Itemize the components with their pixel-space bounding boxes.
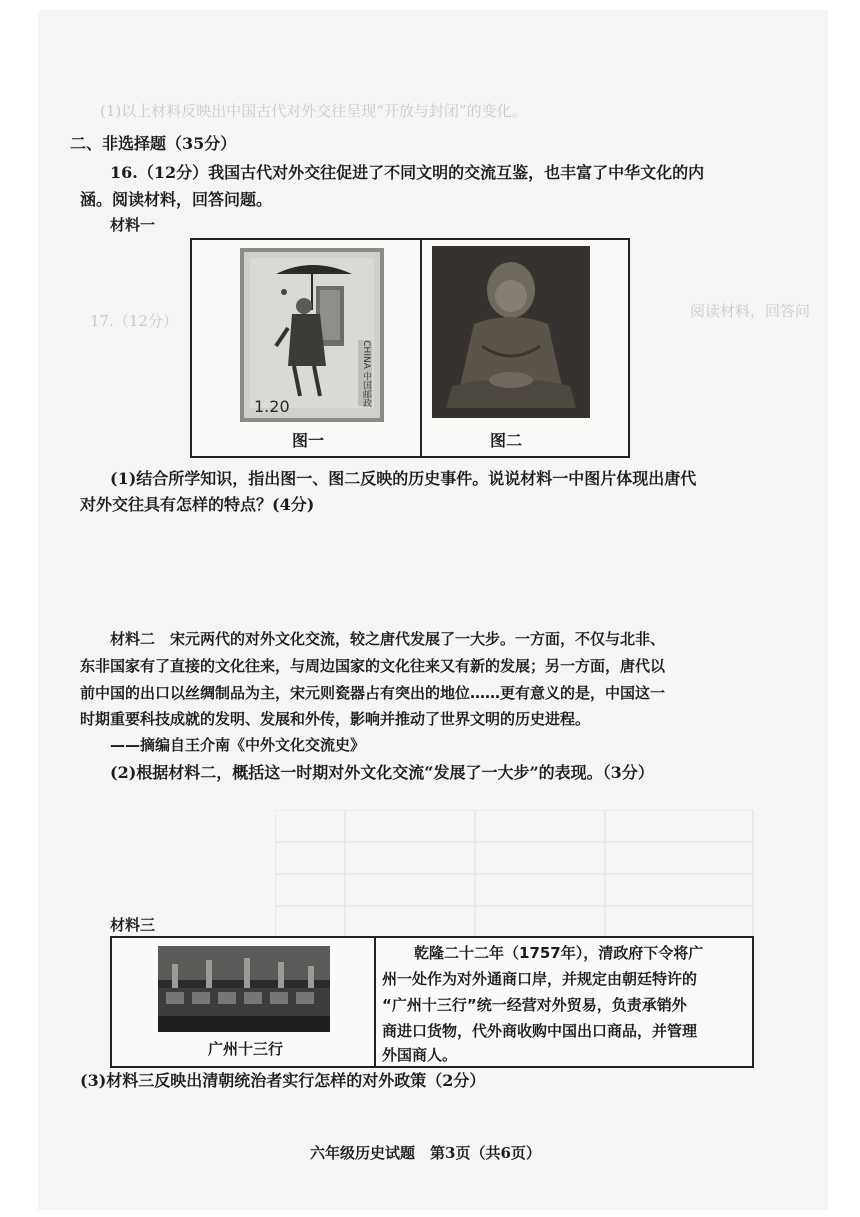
material-3-box bbox=[110, 936, 754, 1068]
figure-2-caption: 图二 bbox=[490, 431, 523, 450]
material-2-line-4: 时期重要科技成就的发明、发展和外传，影响并推动了世界文明的历史进程。 bbox=[80, 710, 591, 728]
question-stem-line-1: 16.（12分）我国古代对外交往促进了不同文明的交流互鉴，也丰富了中华文化的内 bbox=[110, 163, 705, 182]
material-3-line-4: 商进口货物，代外商收购中国出口商品，并管理 bbox=[382, 1022, 698, 1040]
figure-divider bbox=[420, 240, 422, 456]
q2-text: (2)根据材料二，概括这一时期对外文化交流“发展了一大步”的表现。（3分） bbox=[110, 763, 654, 782]
bleed-through-text: 17.（12分） bbox=[90, 312, 178, 330]
material-1-figure-box bbox=[190, 238, 630, 458]
bleed-through-text: (1)以上材料反映出中国古代对外交往呈现“开放与封闭”的变化。 bbox=[100, 102, 527, 120]
material-3-line-2: 州一处作为对外通商口岸，并规定由朝廷特许的 bbox=[382, 970, 698, 988]
material-2-line-3: 前中国的出口以丝绸制品为主，宋元则瓷器占有突出的地位……更有意义的是，中国这一 bbox=[80, 684, 666, 702]
material-3-line-3: “广州十三行”统一经营对外贸易，负责承销外 bbox=[382, 996, 687, 1014]
material-3-divider bbox=[374, 938, 376, 1066]
q1-line-2: 对外交往具有怎样的特点？(4分) bbox=[80, 495, 315, 514]
q3-text: (3)材料三反映出清朝统治者实行怎样的对外政策（2分） bbox=[80, 1071, 486, 1090]
stamp-value-text: 1.20 bbox=[254, 397, 290, 416]
page-footer: 六年级历史试题 第3页（共6页） bbox=[310, 1144, 541, 1162]
stamp-monk-image bbox=[240, 248, 384, 422]
material-1-label: 材料一 bbox=[110, 216, 156, 234]
section-title: 二、非选择题（35分） bbox=[70, 134, 237, 153]
thirteen-hongs-painting bbox=[158, 946, 330, 1032]
bleed-through-table bbox=[275, 810, 755, 940]
material-3-line-5: 外国商人。 bbox=[382, 1046, 458, 1064]
seated-statue-image bbox=[432, 246, 590, 418]
figure-1-caption: 图一 bbox=[292, 431, 325, 450]
material-3-label: 材料三 bbox=[110, 916, 156, 934]
q1-line-1: (1)结合所学知识，指出图一、图二反映的历史事件。说说材料一中图片体现出唐代 bbox=[110, 469, 697, 488]
stamp-country-text: CHINA 中国邮政 bbox=[361, 340, 371, 408]
material-2-source: ——摘编自王介南《中外文化交流史》 bbox=[110, 736, 366, 754]
material-3-line-1: 乾隆二十二年（1757年），清政府下令将广 bbox=[414, 944, 704, 962]
question-stem-line-2: 涵。阅读材料，回答问题。 bbox=[80, 190, 273, 209]
bleed-through-text: 阅读材料，回答问 bbox=[690, 302, 811, 320]
material-2-line-1: 材料二 宋元两代的对外文化交流，较之唐代发展了一大步。一方面，不仅与北非、 bbox=[110, 630, 666, 648]
material-2-line-2: 东非国家有了直接的文化往来，与周边国家的文化往来又有新的发展；另一方面，唐代以 bbox=[80, 657, 666, 675]
thirteen-hongs-caption: 广州十三行 bbox=[208, 1040, 284, 1058]
